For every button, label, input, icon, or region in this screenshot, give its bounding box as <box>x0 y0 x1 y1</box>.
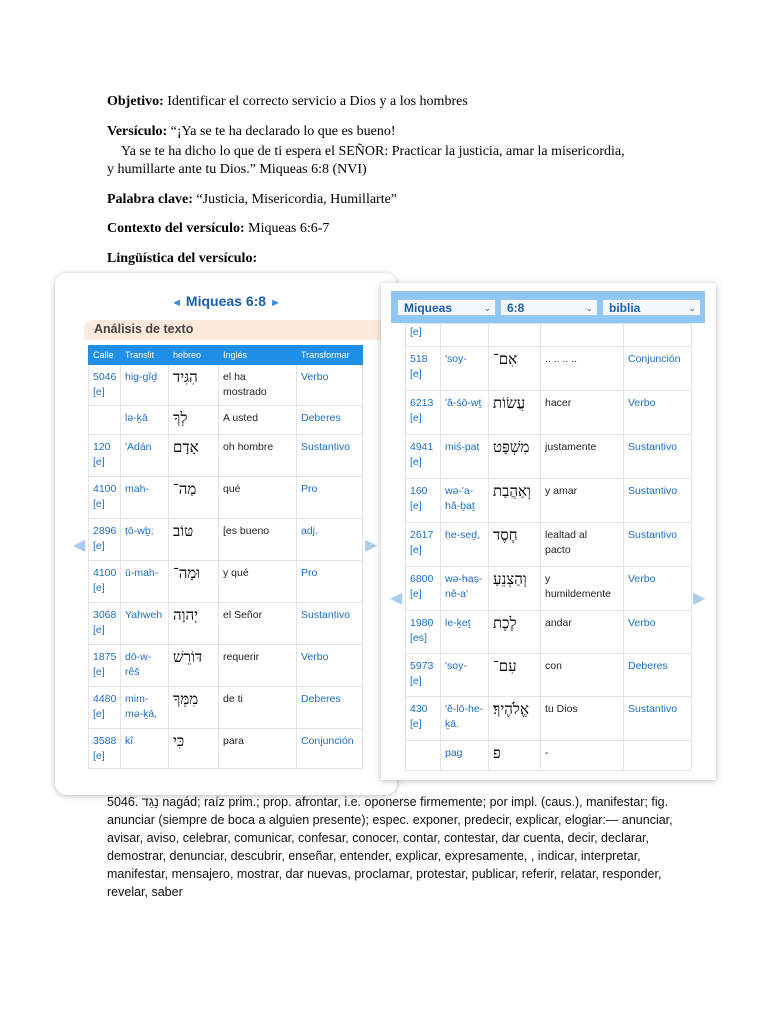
table-row <box>89 477 363 519</box>
table-row <box>406 611 692 654</box>
hebrew-word[interactable]: דּוֹרֵשׁ <box>169 645 219 687</box>
verse-select-value: 6:8 <box>507 301 525 315</box>
objetivo-line <box>107 93 468 110</box>
strongs-number-link[interactable] <box>406 741 441 771</box>
strongs-number-link[interactable] <box>89 406 121 435</box>
strongs-number-link[interactable]: 4941 [e] <box>406 435 441 479</box>
right-arrow-icon[interactable]: ▶ <box>365 537 378 554</box>
transliteration-link[interactable]: 'soy- <box>441 347 489 391</box>
part-of-speech-link[interactable]: Verbo <box>297 645 363 687</box>
part-of-speech-link[interactable]: Pro <box>297 561 363 603</box>
transliteration-link[interactable]: le-ḵeṯ <box>441 611 489 654</box>
book-select[interactable] <box>397 299 496 316</box>
next-verse-icon[interactable]: ► <box>269 297 281 309</box>
hebrew-word[interactable]: וּמָה־ <box>169 561 219 603</box>
banner-label: Análisis de texto <box>94 322 194 336</box>
strongs-number-link[interactable]: 5046 [e] <box>89 365 121 406</box>
transliteration-link[interactable]: mah- <box>121 477 169 519</box>
hebrew-word[interactable]: מִמְּךָ <box>169 687 219 729</box>
english-gloss: para <box>219 729 297 769</box>
contexto-text: Miqueas 6:6-7 <box>248 221 330 236</box>
english-gloss: .. .. .. .. <box>541 347 624 391</box>
table-row <box>406 347 692 391</box>
table-row <box>406 324 692 347</box>
english-gloss: y qué <box>219 561 297 603</box>
contexto-label: Contexto del versículo: <box>107 221 245 236</box>
part-of-speech-link[interactable]: Deberes <box>297 406 363 435</box>
hebrew-word[interactable]: עִם־ <box>489 654 541 697</box>
table-row <box>89 687 363 729</box>
part-of-speech-link[interactable]: Conjunción <box>297 729 363 769</box>
hebrew-word[interactable] <box>489 324 541 347</box>
english-gloss: andar <box>541 611 624 654</box>
text-analysis-banner <box>84 320 390 340</box>
transliteration-link[interactable] <box>441 324 489 347</box>
part-of-speech-link[interactable]: Verbo <box>297 365 363 406</box>
selector-bar <box>391 291 705 323</box>
transliteration-link[interactable]: 'soy- <box>441 654 489 697</box>
right-analysis-table <box>405 323 692 771</box>
hebrew-word[interactable]: כִּי <box>169 729 219 769</box>
version-select[interactable] <box>602 299 701 316</box>
hebrew-word[interactable]: וְאַהֲבַת <box>489 479 541 523</box>
table-row <box>406 741 692 771</box>
table-row <box>89 365 363 406</box>
part-of-speech-link[interactable]: Pro <box>297 477 363 519</box>
transliteration-link[interactable]: 'ĕ-lō-he- ḵā. <box>441 697 489 741</box>
linguistica-line <box>107 250 257 267</box>
english-gloss: requerir <box>219 645 297 687</box>
english-gloss: de ti <box>219 687 297 729</box>
transliteration-link[interactable]: pag <box>441 741 489 771</box>
transliteration-link[interactable]: lə-ḵā <box>121 406 169 435</box>
versiculo-line <box>107 123 395 140</box>
chevron-down-icon: ⌄ <box>688 303 696 313</box>
strongs-number-link[interactable]: 2617 [e] <box>406 523 441 567</box>
strongs-number-link[interactable]: 3068 [e] <box>89 603 121 645</box>
english-gloss <box>541 324 624 347</box>
strongs-number-link[interactable]: 6800 [e] <box>406 567 441 611</box>
palabra-text: “Justicia, Misericordia, Humillarte” <box>196 192 398 207</box>
right-analysis-card <box>381 283 716 780</box>
table-row <box>89 645 363 687</box>
strongs-definition: 5046. נָגַד nagád; raíz prim.; prop. afrontar, i.e. oponerse firmemente; por impl. (caus.), manifestar; fig. anunciar (siempre de boca a alguien presente); espec. exponer, predecir, explicar, elogiar:— anunciar, avisar, aviso, celebrar, comunicar, confesar, conocer, contar, contestar, dar cuenta, decir, declarar, demostrar, denunciar, descubrir, enseñar, entender, explicar, expresamente, , indicar, interpretar, manifestar, mensajero, mostrar, dar nuevas, proclamar, protestar, publicar, referir, relatar, responder, revelar, saber <box>107 795 673 899</box>
column-header: Inglés <box>219 346 297 365</box>
column-header: hebreo <box>169 346 219 365</box>
table-row <box>406 391 692 435</box>
part-of-speech-link[interactable]: Sustantivo <box>624 435 692 479</box>
english-gloss: el ha mostrado <box>219 365 297 406</box>
chevron-down-icon: ⌄ <box>585 303 593 313</box>
hebrew-word[interactable]: מַה־ <box>169 477 219 519</box>
hebrew-word[interactable]: עֲשׂוֹת <box>489 391 541 435</box>
hebrew-word[interactable]: אָדָם <box>169 435 219 477</box>
transliteration-link[interactable]: miś-paṭ <box>441 435 489 479</box>
english-gloss: - <box>541 741 624 771</box>
strongs-number-link[interactable]: 1980 [es] <box>406 611 441 654</box>
strongs-number-link[interactable]: 120 [e] <box>89 435 121 477</box>
part-of-speech-link[interactable]: Verbo <box>624 611 692 654</box>
objetivo-text: Identificar el correcto servicio a Dios y a los hombres <box>167 94 468 109</box>
hebrew-word[interactable]: מִשְׁפָּט <box>489 435 541 479</box>
version-select-value: biblia <box>609 301 641 315</box>
hebrew-word[interactable]: אִם־ <box>489 347 541 391</box>
left-analysis-card <box>55 273 397 795</box>
part-of-speech-link[interactable]: Sustantivo <box>297 435 363 477</box>
left-card-title <box>55 293 397 309</box>
hebrew-word[interactable]: אֱלֹהֶיךָ׃ <box>489 697 541 741</box>
hebrew-word[interactable]: וְהַצְנֵעַ <box>489 567 541 611</box>
strongs-number-link[interactable]: 6213 [e] <box>406 391 441 435</box>
table-row <box>406 654 692 697</box>
prev-verse-icon[interactable]: ◄ <box>171 297 183 309</box>
strongs-number-link[interactable]: 2896 [e] <box>89 519 121 561</box>
english-gloss: lealtad al pacto <box>541 523 624 567</box>
left-arrow-icon[interactable]: ◀ <box>390 590 403 607</box>
english-gloss: el Señor <box>219 603 297 645</box>
table-row <box>89 729 363 769</box>
english-gloss: con <box>541 654 624 697</box>
part-of-speech-link[interactable]: Deberes <box>297 687 363 729</box>
versiculo-line1: “¡Ya se te ha declarado lo que es bueno! <box>170 124 396 139</box>
english-gloss: y amar <box>541 479 624 523</box>
transliteration-link[interactable]: wə-haṣ- nê-a' <box>441 567 489 611</box>
table-row <box>89 406 363 435</box>
column-header: Translit <box>121 346 169 365</box>
part-of-speech-link[interactable]: Deberes <box>624 654 692 697</box>
table-row <box>89 603 363 645</box>
part-of-speech-link[interactable]: Sustantivo <box>297 603 363 645</box>
english-gloss: [es bueno <box>219 519 297 561</box>
part-of-speech-link[interactable]: Sustantivo <box>624 479 692 523</box>
hebrew-word[interactable]: יְהוָה <box>169 603 219 645</box>
transliteration-link[interactable]: ḥe-seḏ, <box>441 523 489 567</box>
table-row <box>406 479 692 523</box>
book-select-value: Miqueas <box>404 301 453 315</box>
contexto-line <box>107 220 329 237</box>
hebrew-word[interactable]: טּוֹב <box>169 519 219 561</box>
verse-select[interactable] <box>500 299 598 316</box>
transliteration-link[interactable]: ū-mah- <box>121 561 169 603</box>
versiculo-line3: y humillarte ante tu Dios.” Miqueas 6:8 (NVI) <box>107 162 367 177</box>
strongs-number-link[interactable]: 4100 [e] <box>89 561 121 603</box>
transliteration-link[interactable]: wə-'a- hă-ḇaṯ <box>441 479 489 523</box>
strongs-number-link[interactable]: 4480 [e] <box>89 687 121 729</box>
part-of-speech-link[interactable]: Sustantivo <box>624 697 692 741</box>
column-header: Transformar <box>297 346 363 365</box>
english-gloss: justamente <box>541 435 624 479</box>
strongs-number-link[interactable]: 5973 [e] <box>406 654 441 697</box>
transliteration-link[interactable]: hig-gîḏ <box>121 365 169 406</box>
strongs-number-link[interactable]: 518 [e] <box>406 347 441 391</box>
strongs-number-link[interactable]: 4100 [e] <box>89 477 121 519</box>
table-row <box>89 561 363 603</box>
table-row <box>89 519 363 561</box>
english-gloss: tu Dios <box>541 697 624 741</box>
part-of-speech-link[interactable]: Verbo <box>624 391 692 435</box>
hebrew-word[interactable]: חֶסֶד <box>489 523 541 567</box>
right-arrow-icon[interactable]: ▶ <box>693 590 706 607</box>
part-of-speech-link[interactable]: adj. <box>297 519 363 561</box>
left-analysis-table <box>88 345 363 769</box>
part-of-speech-link[interactable]: Conjunción <box>624 347 692 391</box>
hebrew-word[interactable]: הִגִּיד <box>169 365 219 406</box>
table-row <box>406 697 692 741</box>
english-gloss: A usted <box>219 406 297 435</box>
transliteration-link[interactable]: 'ă-śō-wṯ <box>441 391 489 435</box>
strongs-number-link[interactable]: [e] <box>406 324 441 347</box>
versiculo-line2: Ya se te ha dicho lo que de ti espera el SEÑOR: Practicar la justicia, amar la misericordia, <box>121 144 625 159</box>
transliteration-link[interactable]: kî <box>121 729 169 769</box>
transliteration-link[interactable]: Yahweh <box>121 603 169 645</box>
part-of-speech-link[interactable]: Sustantivo <box>624 523 692 567</box>
versiculo-label: Versículo: <box>107 124 168 139</box>
english-gloss: y humildemente <box>541 567 624 611</box>
column-header: Calle <box>89 346 121 365</box>
transliteration-link[interactable]: 'Adán <box>121 435 169 477</box>
strongs-number-link[interactable]: 1875 [e] <box>89 645 121 687</box>
hebrew-word[interactable]: פ <box>489 741 541 771</box>
palabra-label: Palabra clave: <box>107 192 193 207</box>
left-arrow-icon[interactable]: ◀ <box>73 537 86 554</box>
table-row <box>406 567 692 611</box>
palabra-line <box>107 191 397 208</box>
strongs-number-link[interactable]: 3588 [e] <box>89 729 121 769</box>
table-row <box>406 435 692 479</box>
transliteration-link[interactable]: ṭō-wḇ; <box>121 519 169 561</box>
hebrew-word[interactable]: לֶכֶת <box>489 611 541 654</box>
table-row <box>406 523 692 567</box>
english-gloss: qué <box>219 477 297 519</box>
linguistica-label: Lingüística del versículo: <box>107 251 258 266</box>
objetivo-label: Objetivo: <box>107 94 164 109</box>
hebrew-word[interactable]: לְךָ <box>169 406 219 435</box>
part-of-speech-link[interactable]: Verbo <box>624 567 692 611</box>
transliteration-link[interactable]: dō-w- rêš <box>121 645 169 687</box>
transliteration-link[interactable]: mim- mə-ḵā, <box>121 687 169 729</box>
table-row <box>89 435 363 477</box>
strongs-number-link[interactable]: 430 [e] <box>406 697 441 741</box>
part-of-speech-link[interactable] <box>624 324 692 347</box>
strongs-number-link[interactable]: 160 [e] <box>406 479 441 523</box>
english-gloss: hacer <box>541 391 624 435</box>
chevron-down-icon: ⌄ <box>483 303 491 313</box>
verse-title: Miqueas 6:8 <box>185 293 267 309</box>
part-of-speech-link[interactable] <box>624 741 692 771</box>
english-gloss: oh hombre <box>219 435 297 477</box>
